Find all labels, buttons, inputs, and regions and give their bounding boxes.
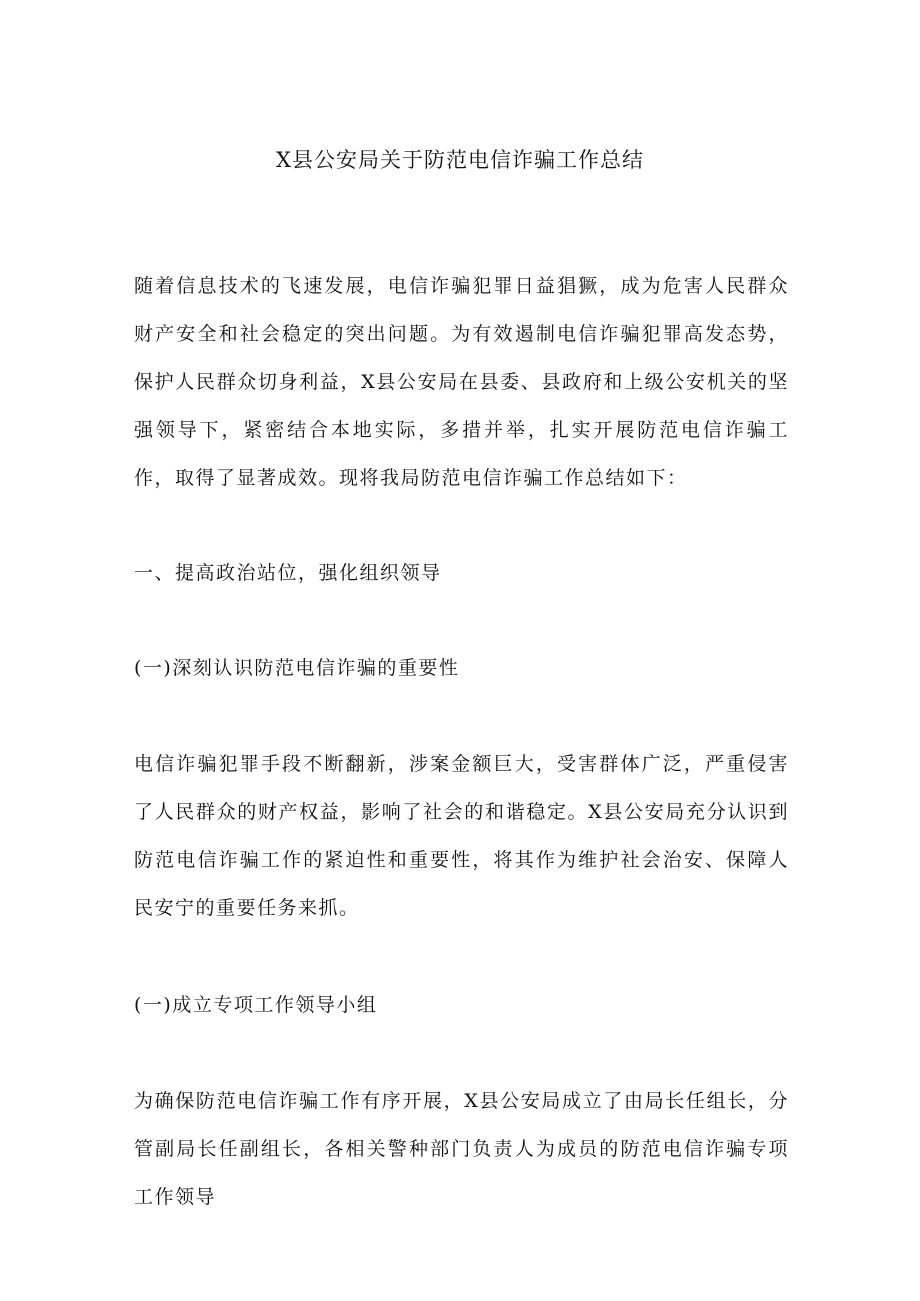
- document-title: X县公安局关于防范电信诈骗工作总结: [276, 148, 644, 172]
- subsection-body-1: 电信诈骗犯罪手段不断翻新，涉案金额巨大，受害群体广泛，严重侵害了人民群众的财产权益，影响了社会的和谐稳定。X县公安局充分认识到防范电信诈骗工作的紧迫性和重要性，将其作为维护社会治安、保障人民安宁的重要任务来抓。: [134, 753, 789, 919]
- subsection-body-2: 为确保防范电信诈骗工作有序开展，X县公安局成立了由局长任组长，分管副局长任副组长，各相关警种部门负责人为成员的防范电信诈骗专项工作领导: [134, 1090, 789, 1208]
- subsection-heading-1: (一)深刻认识防范电信诈骗的重要性: [134, 657, 460, 679]
- subsection-heading-2: (一)成立专项工作领导小组: [134, 994, 378, 1016]
- section-heading-1: 一、提高政治站位，强化组织领导: [134, 562, 442, 584]
- intro-paragraph: 随着信息技术的飞速发展，电信诈骗犯罪日益猖獗，成为危害人民群众财产安全和社会稳定的突出问题。为有效遏制电信诈骗犯罪高发态势，保护人民群众切身利益，X县公安局在县委、县政府和上级公安机关的坚强领导下，紧密结合本地实际，多措并举，扎实开展防范电信诈骗工作，取得了显著成效。现将我局防范电信诈骗工作总结如下：: [134, 275, 789, 489]
